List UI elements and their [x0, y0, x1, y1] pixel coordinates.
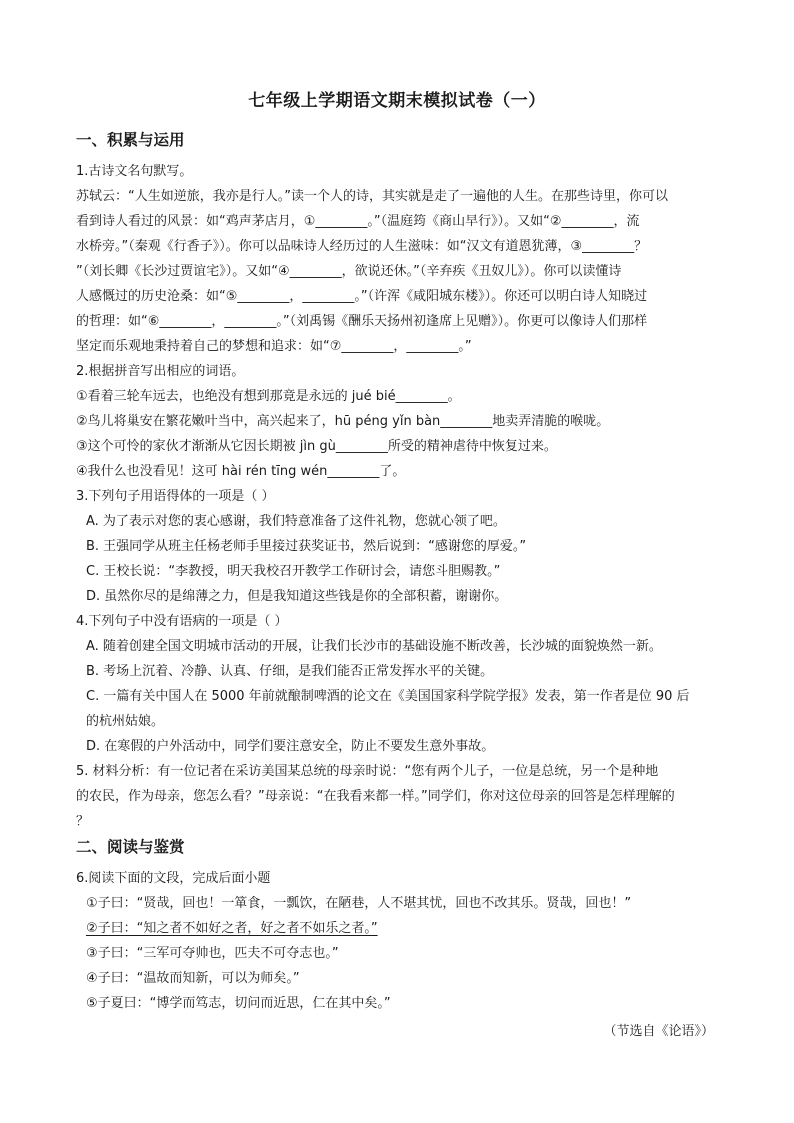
question-2-item: ④我什么也没看见！这可 hài rén tīng wén________了。 — [76, 464, 406, 479]
question-2-item: ①看着三轮车远去，也绝没有想到那竟是永远的 jué bié________。 — [76, 389, 461, 404]
question-1-text-line: 水桥旁。”（秦观《行香子》）。你可以品味诗人经历过的人生滋味：如“汉文有道恩犹薄，③________？ — [76, 239, 648, 254]
question-3-option-b: B. 王强同学从班主任杨老师手里接过获奖证书，然后说到：“感谢您的厚爱。” — [86, 539, 527, 554]
page-title: 七年级上学期语文期末模拟试卷（一） — [248, 91, 546, 111]
passage-line: ④子曰：“温故而知新，可以为师矣。” — [86, 971, 300, 986]
question-1-text-line: 看到诗人看过的风景：如“鸡声茅店月，①________。”（温庭筠《商山早行》）。又如“②________，流 — [76, 214, 640, 229]
section-heading-1: 一、积累与运用 — [76, 131, 185, 149]
question-5-text-line: ？ — [76, 814, 90, 829]
question-1-text-line: ”（刘长卿《长沙过贾谊宅》）。又如“④________，欲说还休。”（辛弃疾《丑奴儿》）。你可以读懂诗 — [76, 264, 622, 279]
question-6-label: 6.阅读下面的文段，完成后面小题 — [76, 871, 271, 886]
question-5-text-line: 的农民，作为母亲，您怎么看？”母亲说：“在我看来都一样。”同学们，你对这位母亲的回答是怎样理解的 — [76, 789, 675, 804]
question-3-option-a: A. 为了表示对您的衷心感谢，我们特意准备了这件礼物，您就心领了吧。 — [86, 514, 506, 529]
question-4-option-c-cont: 的杭州姑娘。 — [86, 714, 165, 729]
passage-line-underlined — [86, 920, 728, 938]
question-5-text-line: 5. 材料分析：有一位记者在采访美国某总统的母亲时说：“您有两个儿子，一位是总统，另一个是种地 — [76, 764, 659, 779]
question-1-text-line: 的哲理：如“⑥________，________。”（刘禹锡《酬乐天扬州初逢席上见赠》）。你更可以像诗人们那样 — [76, 314, 648, 329]
question-1-text-line: 苏轼云：“人生如逆旅，我亦是行人。”读一个人的诗，其实就是走了一遍他的人生。在那些诗里，你可以 — [76, 189, 668, 204]
question-3-label: 3.下列句子用语得体的一项是（ ） — [76, 489, 275, 504]
question-2-item: ③这个可怜的家伙才渐渐从它因长期被 jìn gù________所受的精神虐待中恢复过来。 — [76, 439, 557, 454]
question-3-option-d: D. 虽然你尽的是绵薄之力，但是我知道这些钱是你的全部积蓄，谢谢你。 — [86, 589, 508, 604]
question-4-label: 4.下列句子中没有语病的一项是（ ） — [76, 614, 288, 629]
question-1-label: 1.古诗文名句默写。 — [76, 164, 193, 179]
question-4-option-c: C. 一篇有关中国人在 5000 年前就酿制啤酒的论文在《美国国家科学院学报》发表，第一作者是位 90 后 — [86, 689, 690, 704]
underlined-sentence: ②子曰：“知之者不如好之者，好之者不如乐之者。” — [86, 921, 378, 936]
question-2-label: 2.根据拼音写出相应的词语。 — [76, 364, 245, 379]
question-4-option-a: A. 随着创建全国文明城市活动的开展，让我们长沙市的基础设施不断改善，长沙城的面貌焕然一新。 — [86, 639, 662, 654]
question-2-item: ②鸟儿将巢安在繁花嫩叶当中，高兴起来了，hū péng yǐn bàn________地卖弄清脆的喉咙。 — [76, 414, 610, 429]
section-heading-2: 二、阅读与鉴赏 — [76, 838, 185, 856]
passage-line: ⑤子夏曰：“博学而笃志，切问而近思，仁在其中矣。” — [86, 996, 391, 1011]
question-4-option-d: D. 在寒假的户外活动中，同学们要注意安全，防止不要发生意外事故。 — [86, 739, 495, 754]
passage-line: ③子曰：“三军可夺帅也，匹夫不可夺志也。” — [86, 946, 339, 961]
passage-source: （节选自《论语》） — [603, 1024, 714, 1039]
question-4-option-b: B. 考场上沉着、冷静、认真、仔细，是我们能否正常发挥水平的关键。 — [86, 664, 494, 679]
question-3-option-c: C. 王校长说：“李教授，明天我校召开教学工作研讨会，请您斗胆赐教。” — [86, 564, 501, 579]
question-1-text-line: 人感慨过的历史沧桑：如“⑤________，________。”（许浑《咸阳城东楼》）。你还可以明白诗人知晓过 — [76, 289, 648, 304]
question-1-text-line: 坚定而乐观地秉持着自己的梦想和追求：如“⑦________，________。” — [76, 339, 472, 354]
passage-line: ①子曰：“贤哉，回也！一箪食，一瓢饮，在陋巷，人不堪其忧，回也不改其乐。贤哉，回也！” — [86, 896, 632, 911]
